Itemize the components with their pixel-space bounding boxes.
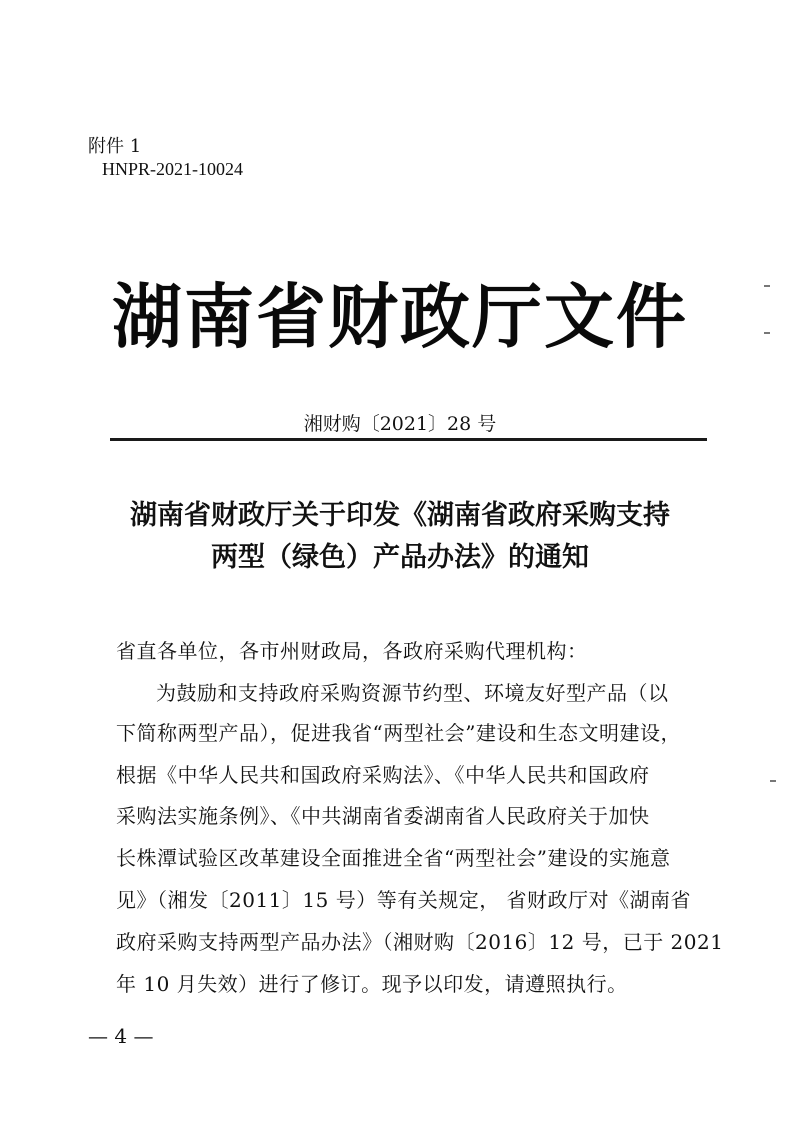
scan-edge-mark xyxy=(764,332,770,334)
masthead-divider xyxy=(110,438,707,441)
salutation: 省直各单位，各市州财政局，各政府采购代理机构： xyxy=(116,639,588,663)
body-line: 采购法实施条例》、《中共湖南省委湖南省人民政府关于加快 xyxy=(116,804,650,828)
document-title-line-2: 两型（绿色）产品办法》的通知 xyxy=(211,542,589,573)
body-line: 年 10 月失效）进行了修订。现予以印发，请遵照执行。 xyxy=(116,972,628,996)
masthead-title: 湖南省财政厅文件 xyxy=(112,275,688,358)
page-number: — 4 — xyxy=(88,1024,154,1048)
body-line: 下简称两型产品），促进我省“两型社会”建设和生态文明建设， xyxy=(116,721,681,745)
reference-number: 湘财购〔2021〕28 号 xyxy=(303,413,497,435)
body-line: 长株潭试验区改革建设全面推进全省“两型社会”建设的实施意 xyxy=(116,846,671,870)
attachment-label: 附件 1 xyxy=(88,136,142,157)
body-line: 根据《中华人民共和国政府采购法》、《中华人民共和国政府 xyxy=(116,763,650,787)
document-code: HNPR-2021-10024 xyxy=(102,159,244,179)
body-line: 为鼓励和支持政府采购资源节约型、环境友好型产品（以 xyxy=(156,681,669,705)
scan-edge-mark xyxy=(770,780,776,782)
body-line: 政府采购支持两型产品办法》（湘财购〔2016〕12 号，已于 2021 xyxy=(116,930,724,954)
document-title-line-1: 湖南省财政厅关于印发《湖南省政府采购支持 xyxy=(130,500,670,531)
scan-edge-mark xyxy=(764,285,770,287)
body-line: 见》（湘发〔2011〕15 号）等有关规定， 省财政厅对《湖南省 xyxy=(116,888,692,912)
